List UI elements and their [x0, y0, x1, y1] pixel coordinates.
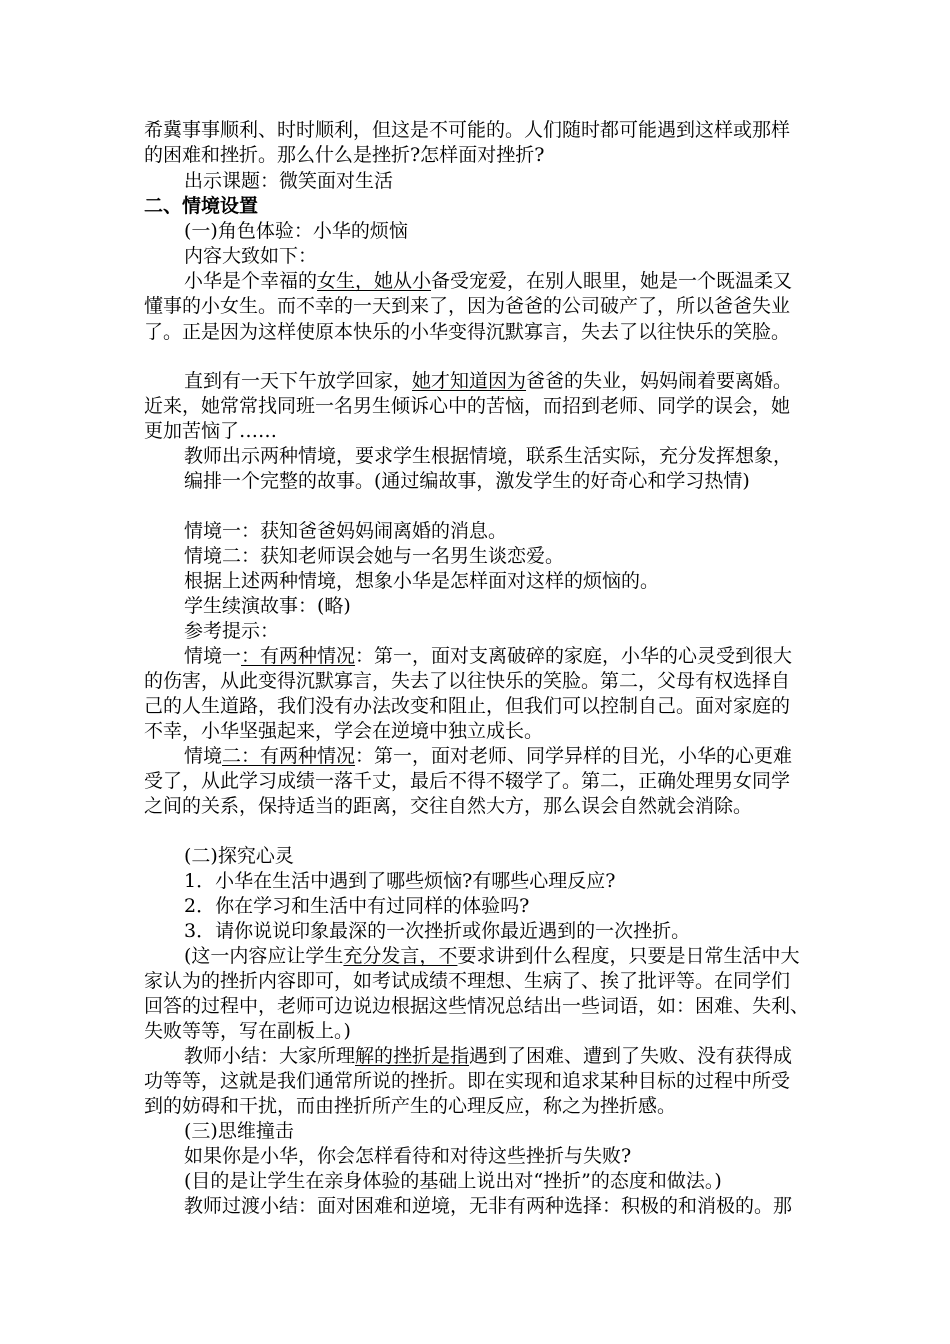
- paragraph-line: 根据上述两种情境，想象小华是怎样面对这样的烦恼的。: [184, 570, 660, 592]
- paragraph-line: 不幸，小华坚强起来，学会在逆境中独立成长。: [144, 720, 544, 742]
- list-item: 2．你在学习和生活中有过同样的体验吗?: [184, 895, 530, 917]
- paragraph-line: 教师出示两种情境，要求学生根据情境，联系生活实际，充分发挥想象，: [184, 445, 793, 467]
- paragraph-line: 受了，从此学习成绩一落千丈，最后不得不辍学了。第二，正确处理男女同学: [144, 770, 791, 792]
- paragraph-line: 懂事的小女生。而不幸的一天到来了，因为爸爸的公司破产了，所以爸爸失业: [144, 295, 791, 317]
- underlined-text: 她才知道因为: [412, 370, 527, 392]
- paragraph-line: 小华是个幸福的女生，她从小备受宠爱，在别人眼里，她是一个既温柔又: [184, 270, 793, 292]
- paragraph-line: 功等等，这就是我们通常所说的挫折。即在实现和追求某种目标的过程中所受: [144, 1070, 791, 1092]
- paragraph-line: 了。正是因为这样使原本快乐的小华变得沉默寡言，失去了以往快乐的笑脸。: [144, 321, 791, 343]
- paragraph-line: 情境二：获知老师误会她与一名男生谈恋爱。: [184, 545, 565, 567]
- paragraph-line: 希冀事事顺利、时时顺利，但这是不可能的。人们随时都可能遇到这样或那样: [144, 119, 791, 141]
- paragraph-line: 家认为的挫折内容即可，如考试成绩不理想、生病了、挨了批评等。在同学们: [144, 970, 791, 992]
- paragraph-line: 情境二：有两种情况：第一，面对老师、同学异样的目光，小华的心更难: [184, 745, 793, 767]
- list-item: 3．请你说说印象最深的一次挫折或你最近遇到的一次挫折。: [184, 920, 691, 942]
- paragraph-line: 直到有一天下午放学回家，她才知道因为爸爸的失业，妈妈闹着要离婚。: [184, 370, 793, 392]
- underlined-text: 二：有两种情况: [222, 745, 356, 767]
- paragraph-line: 的伤害，从此变得沉默寡言，失去了以往快乐的笑脸。第二，父母有权选择自: [144, 670, 791, 692]
- paragraph-line: 编排一个完整的故事。(通过编故事，激发学生的好奇心和学习热情): [184, 470, 750, 492]
- paragraph-line: 教师过渡小结：面对困难和逆境，无非有两种选择：积极的和消极的。那: [184, 1195, 793, 1217]
- underlined-text: 女生，她从小: [317, 270, 432, 292]
- underlined-text: 解的挫折是指: [355, 1045, 470, 1067]
- paragraph-line: 到的妨碍和干扰，而由挫折所产生的心理反应，称之为挫折感。: [144, 1095, 677, 1117]
- subsection-heading: (二)探究心灵: [184, 845, 294, 867]
- underlined-text: 充分发言，不: [343, 945, 458, 967]
- paragraph-line: 之间的关系，保持适当的距离，交往自然大方，那么误会自然就会消除。: [144, 795, 753, 817]
- paragraph-line: 教师小结：大家所理解的挫折是指遇到了困难、遭到了失败、没有获得成: [184, 1045, 793, 1067]
- paragraph-line: 近来，她常常找同班一名男生倾诉心中的苦恼，而招到老师、同学的误会，她: [144, 395, 791, 417]
- lesson-title-line: 出示课题：微笑面对生活: [184, 170, 394, 192]
- section-heading: 二、情境设置: [144, 195, 259, 217]
- subsection-heading: (一)角色体验：小华的烦恼: [184, 220, 408, 242]
- underlined-text: ：有两种情况: [241, 645, 356, 667]
- paragraph-line: 情境一：有两种情况：第一，面对支离破碎的家庭，小华的心灵受到很大: [184, 645, 793, 667]
- subsection-heading: (三)思维撞击: [184, 1120, 294, 1142]
- paragraph-line: 参考提示：: [184, 620, 280, 642]
- list-item: 1．小华在生活中遇到了哪些烦恼?有哪些心理反应?: [184, 870, 616, 892]
- paragraph-line: 内容大致如下：: [184, 245, 318, 267]
- paragraph-line: 回答的过程中，老师可边说边根据这些情况总结出一些词语，如：困难、失利、: [144, 995, 810, 1017]
- paragraph-line: 更加苦恼了……: [144, 420, 278, 442]
- paragraph-line: (目的是让学生在亲身体验的基础上说出对“挫折”的态度和做法。): [184, 1170, 722, 1192]
- paragraph-line: (这一内容应让学生充分发言，不要求讲到什么程度，只要是日常生活中大: [184, 945, 800, 967]
- paragraph-line: 的困难和挫折。那么什么是挫折?怎样面对挫折?: [144, 144, 545, 166]
- paragraph-line: 失败等等，写在副板上。): [144, 1020, 351, 1042]
- paragraph-line: 己的人生道路，我们没有办法改变和阻止，但我们可以控制自己。面对家庭的: [144, 695, 791, 717]
- paragraph-line: 学生续演故事：(略): [184, 595, 351, 617]
- paragraph-line: 情境一：获知爸爸妈妈闹离婚的消息。: [184, 520, 508, 542]
- paragraph-line: 如果你是小华，你会怎样看待和对待这些挫折与失败?: [184, 1145, 632, 1167]
